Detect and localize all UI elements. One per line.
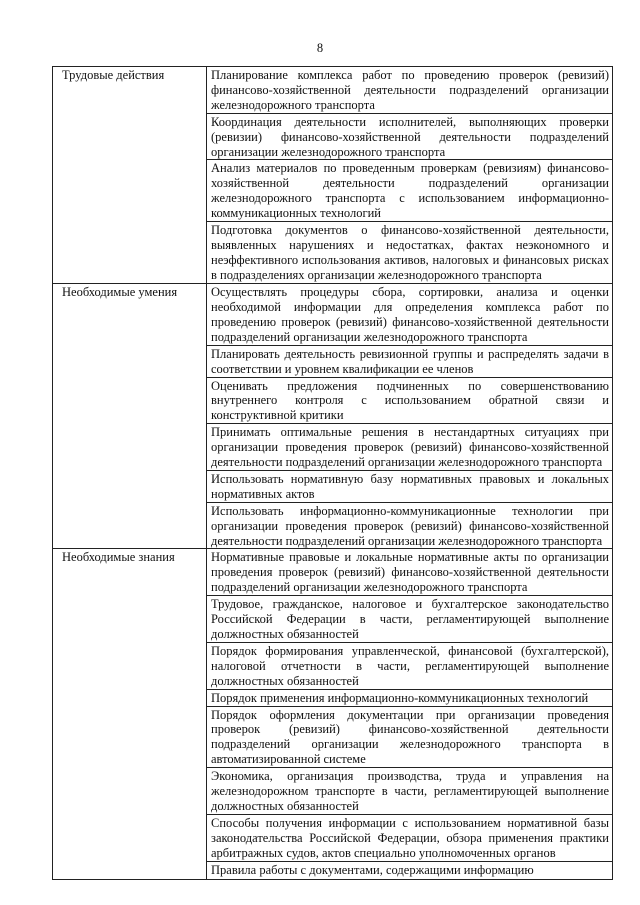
- table-cell: [207, 284, 613, 346]
- table-cell: [207, 549, 613, 596]
- item-text: Использовать информационно-коммуникационные технологии при организации проведения проверок (ревизий) финансово-хозяйственной деятельности подразделений организации железнодорожного транспорта: [211, 503, 609, 548]
- table-cell: [207, 706, 613, 768]
- section-label-labor-actions: Трудовые действия: [53, 67, 207, 284]
- table-cell: [207, 377, 613, 424]
- table-cell: [207, 814, 613, 861]
- table-cell: [207, 861, 613, 879]
- table-row: [53, 67, 613, 114]
- item-text: Анализ материалов по проведенным проверкам (ревизиям) финансово-хозяйственной деятельности подразделений организации железнодорожного транспорта с использованием информационно-коммуникационных технологий: [211, 161, 609, 221]
- page-number: 8: [316, 41, 324, 55]
- table-cell: [207, 642, 613, 689]
- table-cell: [207, 345, 613, 377]
- competency-table: [52, 66, 613, 880]
- item-text: Порядок оформления документации при организации проведения проверок (ревизий) финансово-хозяйственной деятельности подразделений организации железнодорожного транспорта в автоматизированной системе: [211, 707, 609, 767]
- table-cell: [207, 222, 613, 284]
- item-text: Нормативные правовые и локальные нормативные акты по организации проведения проверок (ревизий) финансово-хозяйственной деятельности подразделений организации железнодорожного транспорта: [211, 550, 609, 595]
- table-cell: [207, 424, 613, 471]
- item-text: Экономика, организация производства, труда и управления на железнодорожном транспорте в части, регламентирующей выполнение должностных обязанностей: [211, 769, 609, 813]
- table-row: [53, 549, 613, 596]
- table-cell: [207, 502, 613, 549]
- item-text: Осуществлять процедуры сбора, сортировки, анализа и оценки необходимой информации для определения комплекса работ по проведению проверок (ревизий) финансово-хозяйственной деятельности подразделений организации железнодорожного транспорта: [211, 285, 609, 344]
- item-text: Способы получения информации с использованием нормативной базы законодательства Российской Федерации, обзора применения практики арбитражных судов, актов специально уполномоченных органов: [211, 815, 609, 860]
- table-row: [53, 284, 613, 346]
- table-cell: [207, 67, 613, 114]
- table-cell: [207, 113, 613, 160]
- item-text: Координация деятельности исполнителей, выполняющих проверки (ревизии) финансово-хозяйственной деятельности подразделений организации железнодорожного транспорта: [211, 114, 609, 159]
- section-label-required-skills: Необходимые умения: [53, 284, 207, 549]
- section-label-required-knowledge: Необходимые знания: [53, 549, 207, 879]
- item-text: Порядок формирования управленческой, финансовой (бухгалтерской), налоговой отчетности в части, регламентирующей выполнение должностных обязанностей: [211, 643, 609, 688]
- item-text: Планирование комплекса работ по проведению проверок (ревизий) финансово-хозяйственной деятельности подразделений организации железнодорожного транспорта: [211, 68, 609, 112]
- item-text: Оценивать предложения подчиненных по совершенствованию внутреннего контроля с использованием обратной связи и конструктивной критики: [211, 378, 609, 423]
- table-cell: [207, 596, 613, 643]
- item-text: Планировать деятельность ревизионной группы и распределять задачи в соответствии и уровнем квалификации ее членов: [211, 346, 609, 376]
- item-text: Правила работы с документами, содержащими информацию: [211, 862, 534, 877]
- table-cell: [207, 768, 613, 815]
- table-cell: [207, 689, 613, 706]
- table-cell: [207, 470, 613, 502]
- item-text: Порядок применения информационно-коммуникационных технологий: [211, 690, 589, 705]
- item-text: Трудовое, гражданское, налоговое и бухгалтерское законодательство Российской Федерации в части, регламентирующей выполнение должностных обязанностей: [211, 597, 609, 641]
- item-text: Использовать нормативную базу нормативных правовых и локальных нормативных актов: [211, 471, 609, 501]
- item-text: Подготовка документов о финансово-хозяйственной деятельности, выявленных нарушениях и недостатках, фактах неэкономного и неэффективного использования активов, налоговых и финансовых рисках в подразделениях организации железнодорожного транспорта: [211, 223, 609, 283]
- table-cell: [207, 160, 613, 222]
- item-text: Принимать оптимальные решения в нестандартных ситуациях при организации проведения проверок (ревизий) финансово-хозяйственной деятельности подразделений организации железнодорожного транспорта: [211, 425, 609, 470]
